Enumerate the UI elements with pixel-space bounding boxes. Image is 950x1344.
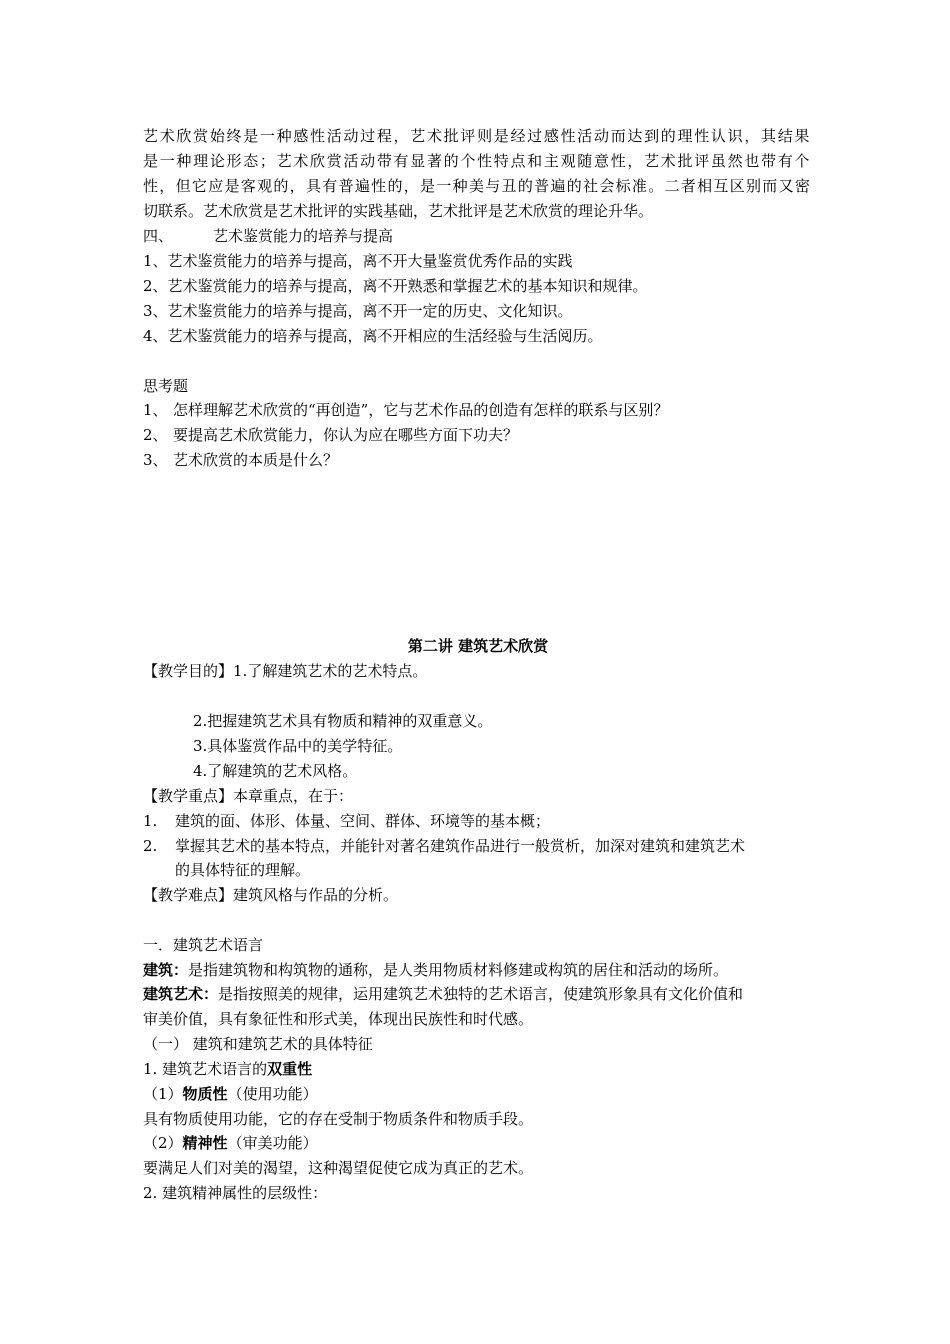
definition-arch-art-cont: 审美价值，具有象征性和形式美，体现出民族性和时代感。 — [143, 1010, 534, 1028]
focus-item-2-num: 2. — [143, 837, 158, 855]
subsection-1: （一） 建筑和建筑艺术的具体特征 — [143, 1035, 373, 1053]
def2-term: 建筑艺术： — [143, 985, 219, 1003]
focus-item-2-cont: 的具体特征的理解。 — [175, 861, 311, 879]
difficulty-label: 【教学难点】 — [143, 886, 234, 904]
p1a-paren: （使用功能） — [227, 1085, 318, 1103]
def2-text-1: 是指按照美的规律，运用建筑艺术独特的艺术语言，使建筑形象具有文化价值和 — [218, 985, 744, 1003]
point-1 — [143, 1057, 312, 1081]
section4-number: 四、 — [143, 227, 174, 245]
question-2-text: 要提高艺术欣赏能力，你认为应在哪些方面下功夫？ — [173, 426, 519, 444]
objective-2: 2.把握建筑艺术具有物质和精神的双重意义。 — [193, 712, 493, 730]
def1-text: 是指建筑物和构筑物的通称，是人类用物质材料修建或构筑的居住和活动的场所。 — [188, 961, 729, 979]
focus-item-1-num: 1. — [143, 812, 158, 830]
point-2: 2. 建筑精神属性的层级性： — [143, 1184, 328, 1202]
point-1a — [143, 1082, 318, 1106]
focus-label: 【教学重点】 — [143, 787, 234, 805]
objectives-label: 【教学目的】 — [143, 662, 234, 680]
point-1a-text: 具有物质使用功能，它的存在受制于物质条件和物质手段。 — [143, 1110, 534, 1128]
definition-arch-art — [143, 982, 743, 1006]
part1-title: 一．建筑艺术语言 — [143, 936, 264, 954]
point1-bold: 双重性 — [267, 1060, 313, 1078]
question-1-num: 1、 — [143, 401, 168, 419]
p1b-bold: 精神性 — [182, 1134, 228, 1152]
focus-item-1 — [143, 809, 550, 833]
definition-architecture — [143, 958, 728, 982]
section4-item-4: 4、艺术鉴赏能力的培养与提高，离不开相应的生活经验与生活阅历。 — [143, 327, 603, 345]
section4-item-3: 3、艺术鉴赏能力的培养与提高，离不开一定的历史、文化知识。 — [143, 302, 573, 320]
question-2 — [143, 423, 518, 447]
focus-line — [143, 784, 353, 808]
intro-line-4: 切联系。艺术欣赏是艺术批评的实践基础，艺术批评是艺术欣赏的理论升华。 — [143, 202, 654, 220]
point-1b-text: 要满足人们对美的渴望，这种渴望促使它成为真正的艺术。 — [143, 1159, 534, 1177]
intro-line-1: 艺 术 欣 赏 始 终 是 一 种 感 性 活 动 过 程 ， 艺 术 批 评 则 是 经 过 感 性 活 动 而 达 到 的 理 性 认 识 ， 其 结 果 — [143, 127, 810, 145]
p1b-num: （2） — [143, 1134, 183, 1152]
focus-item-1-text: 建筑的面、体形、体量、空间、群体、环境等的基本概； — [175, 812, 551, 830]
section4-item-2: 2、艺术鉴赏能力的培养与提高，离不开熟悉和掌握艺术的基本知识和规律。 — [143, 277, 648, 295]
objective-4: 4.了解建筑的艺术风格。 — [193, 762, 358, 780]
question-2-num: 2、 — [143, 426, 168, 444]
section4-item-1: 1、艺术鉴赏能力的培养与提高，离不开大量鉴赏优秀作品的实践 — [143, 252, 573, 270]
lecture-title: 第二讲 建筑艺术欣赏 — [407, 637, 549, 655]
question-3-num: 3、 — [143, 451, 168, 469]
objectives-line — [143, 659, 427, 683]
point1-prefix: 1. 建筑艺术语言的 — [143, 1060, 268, 1078]
question-1 — [143, 398, 668, 422]
difficulty-text: 建筑风格与作品的分析。 — [233, 886, 399, 904]
section4-title: 艺术鉴赏能力的培养与提高 — [213, 227, 394, 245]
point-1b — [143, 1131, 318, 1155]
focus-intro: 本章重点，在于： — [233, 787, 354, 805]
intro-line-3: 性 ， 但 它 应 是 客 观 的 ， 具 有 普 遍 性 的 ， 是 一 种 美 与 丑 的 普 遍 的 社 会 标 准 。 二 者 相 互 区 别 而 又 密 — [143, 177, 810, 195]
question-1-text: 怎样理解艺术欣赏的“再创造”，它与艺术作品的创造有怎样的联系与区别？ — [173, 401, 669, 419]
objective-3: 3.具体鉴赏作品中的美学特征。 — [193, 737, 403, 755]
section4-heading — [143, 224, 393, 248]
objective-1: 1.了解建筑艺术的艺术特点。 — [233, 662, 428, 680]
intro-line-2: 是 一 种 理 论 形 态 ； 艺 术 欣 赏 活 动 带 有 显 著 的 个 性 特 点 和 主 观 随 意 性 ， 艺 术 批 评 虽 然 也 带 有 个 — [143, 152, 810, 170]
question-3 — [143, 448, 338, 472]
question-3-text: 艺术欣赏的本质是什么？ — [173, 451, 339, 469]
focus-item-2-text: 掌握其艺术的基本特点，并能针对著名建筑作品进行一般赏析，加深对建筑和建筑艺术 — [175, 837, 746, 855]
focus-item-2 — [143, 834, 745, 858]
p1a-num: （1） — [143, 1085, 183, 1103]
questions-heading: 思考题 — [143, 377, 189, 395]
difficulty-line — [143, 883, 398, 907]
def1-term: 建筑： — [143, 961, 189, 979]
p1b-paren: （审美功能） — [227, 1134, 318, 1152]
p1a-bold: 物质性 — [182, 1085, 228, 1103]
